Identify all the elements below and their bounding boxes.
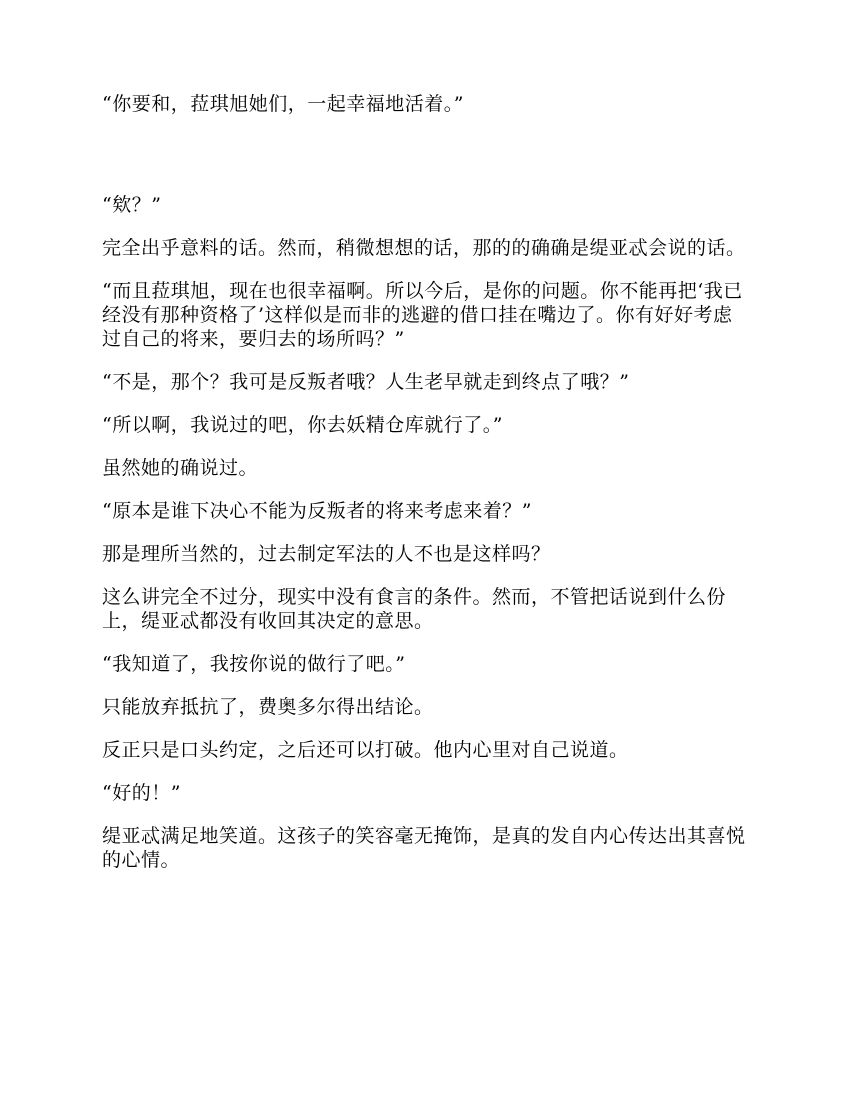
paragraph-6: “所以啊，我说过的吧，你去妖精仓库就行了。” <box>102 414 503 436</box>
paragraph-10: 这么讲完全不过分，现实中没有食言的条件。然而，不管把话说到什么份上，缇亚忒都没有收回其决定的意思。 <box>102 586 727 632</box>
paragraph-2: “欸？” <box>102 194 162 216</box>
paragraph-5: “不是，那个？我可是反叛者哦？人生老早就走到终点了哦？” <box>102 371 630 393</box>
paragraph-9: 那是理所当然的，过去制定军法的人不也是这样吗？ <box>102 543 551 565</box>
paragraph-7: 虽然她的确说过。 <box>102 457 259 479</box>
paragraph-15: 缇亚忒满足地笑道。这孩子的笑容毫无掩饰，是真的发自内心传达出其喜悦的心情。 <box>102 825 746 871</box>
paragraph-1: “你要和，菈琪旭她们，一起幸福地活着。” <box>102 93 464 115</box>
paragraph-4: “而且菈琪旭，现在也很幸福啊。所以今后，是你的问题。你不能再把‘我已经没有那种资格了’这样似是而非的逃避的借口挂在嘴边了。你有好好考虑过自己的将来，要归去的场所吗？” <box>102 280 743 350</box>
paragraph-11: “我知道了，我按你说的做行了吧。” <box>102 653 406 675</box>
section-break <box>102 135 752 193</box>
paragraph-14: “好的！” <box>102 782 181 804</box>
paragraph-12: 只能放弃抵抗了，费奥多尔得出结论。 <box>102 696 434 718</box>
document-page <box>102 92 752 891</box>
paragraph-3: 完全出乎意料的话。然而，稍微想想的话，那的的确确是缇亚忒会说的话。 <box>102 237 746 259</box>
paragraph-13: 反正只是口头约定，之后还可以打破。他内心里对自己说道。 <box>102 739 629 761</box>
paragraph-8: “原本是谁下决心不能为反叛者的将来考虑来着？” <box>102 500 532 522</box>
